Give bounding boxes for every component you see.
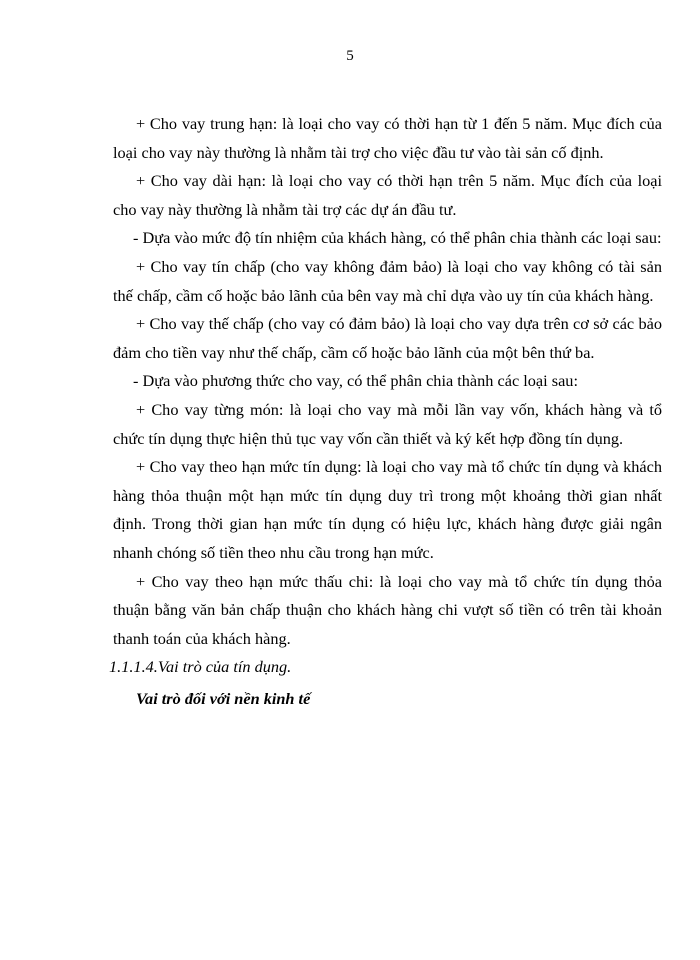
paragraph-method-classification: - Dựa vào phương thức cho vay, có thể phân chia thành các loại sau: — [133, 371, 578, 391]
subsection-heading: Vai trò đối với nền kinh tế — [136, 688, 311, 708]
document-body — [109, 110, 662, 713]
section-heading: 1.1.1.4.Vai trò của tín dụng. — [109, 657, 292, 677]
paragraph-single-loan: + Cho vay từng món: là loại cho vay mà mỗi lần vay vốn, khách hàng và tổ chức tín dụng thực hiện thủ tục vay vốn cần thiết và ký kết hợp đồng tín dụng. — [113, 399, 662, 448]
paragraph-unsecured-loan: + Cho vay tín chấp (cho vay không đảm bảo) là loại cho vay không có tài sản thế chấp, cầm cố hoặc bảo lãnh của bên vay mà chỉ dựa vào uy tín của khách hàng. — [113, 256, 662, 305]
paragraph-secured-loan: + Cho vay thế chấp (cho vay có đảm bảo) là loại cho vay dựa trên cơ sở các bảo đảm cho tiền vay như thế chấp, cầm cố hoặc bảo lãnh của một bên thứ ba. — [113, 314, 662, 362]
paragraph-overdraft-loan: + Cho vay theo hạn mức thấu chi: là loại cho vay mà tổ chức tín dụng thỏa thuận bằng văn bản chấp thuận cho khách hàng chi vượt số tiền có trên tài khoản thanh toán của khách hàng. — [113, 571, 662, 648]
paragraph-medium-term-loan: + Cho vay trung hạn: là loại cho vay có thời hạn từ 1 đến 5 năm. Mục đích của loại cho vay này thường là nhằm tài trợ cho việc đầu tư vào tài sản cố định. — [113, 114, 662, 162]
page-number: 5 — [346, 48, 354, 64]
paragraph-credit-line-loan: + Cho vay theo hạn mức tín dụng: là loại cho vay mà tổ chức tín dụng và khách hàng thỏa thuận một hạn mức tín dụng duy trì trong một khoảng thời gian nhất định. Trong thời gian hạn mức tín dụng có hiệu lực, khách hàng được giải ngân nhanh chóng số tiền theo nhu cầu trong hạn mức. — [113, 457, 662, 562]
paragraph-long-term-loan: + Cho vay dài hạn: là loại cho vay có thời hạn trên 5 năm. Mục đích của loại cho vay này thường là nhằm tài trợ các dự án đầu tư. — [113, 171, 662, 219]
paragraph-credit-rating-classification: - Dựa vào mức độ tín nhiệm của khách hàng, có thể phân chia thành các loại sau: — [133, 228, 662, 248]
